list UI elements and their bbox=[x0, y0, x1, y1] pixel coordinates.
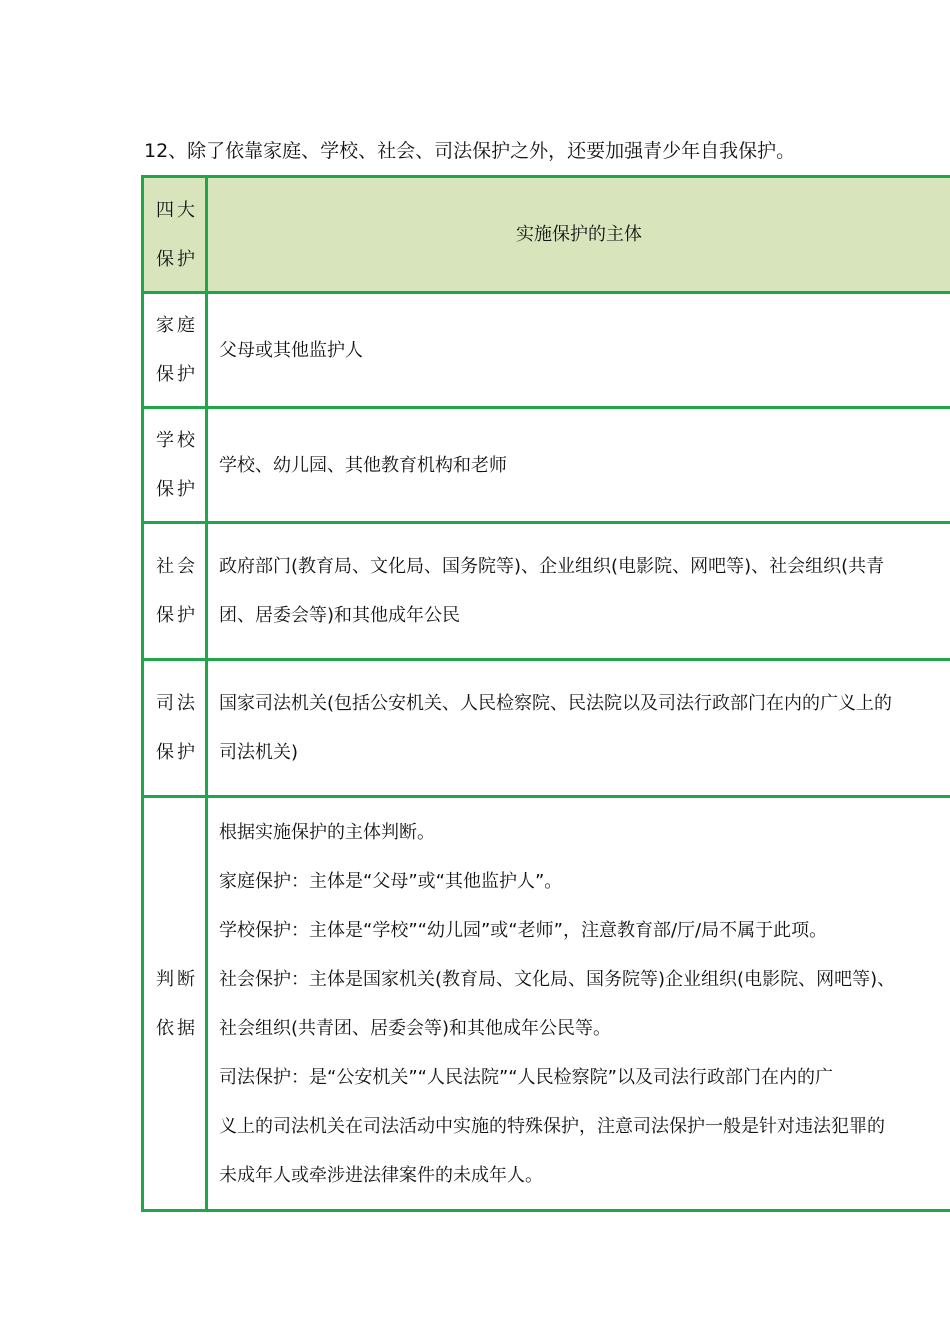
row-content-family bbox=[207, 293, 950, 408]
row-content-line: 司法机关) bbox=[219, 742, 299, 763]
basis-line: 学校保护：主体是“学校”“幼儿园”或“老师”，注意教育部/厅/局不属于此项。 bbox=[219, 919, 828, 941]
row-content-school bbox=[207, 408, 950, 523]
table-row-family bbox=[143, 293, 950, 408]
row-label-line: 保护 bbox=[156, 605, 198, 626]
header-category-line-1: 四大 bbox=[156, 199, 198, 221]
table-header-row bbox=[143, 177, 950, 293]
row-content-line: 父母或其他监护人 bbox=[219, 339, 363, 361]
header-subject-cell: 实施保护的主体 bbox=[207, 177, 950, 293]
row-label-judicial bbox=[143, 660, 207, 797]
row-content-judicial bbox=[207, 660, 950, 797]
basis-line: 社会组织(共青团、居委会等)和其他成年公民等。 bbox=[219, 1017, 612, 1039]
row-content-line: 国家司法机关(包括公安机关、人民检察院、民法院以及司法行政部门在内的广义上的 bbox=[219, 693, 893, 714]
table-row-school bbox=[143, 408, 950, 523]
row-label-line: 家庭 bbox=[156, 315, 198, 336]
basis-line: 家庭保护：主体是“父母”或“其他监护人”。 bbox=[219, 870, 563, 892]
basis-line: 司法保护：是“公安机关”“人民法院”“人民检察院”以及司法行政部门在内的广 bbox=[219, 1066, 833, 1088]
basis-line: 根据实施保护的主体判断。 bbox=[219, 821, 435, 843]
row-label-line: 司法 bbox=[156, 693, 198, 714]
row-label-line: 保护 bbox=[156, 364, 198, 385]
row-content-line: 团、居委会等)和其他成年公民 bbox=[219, 605, 461, 626]
row-label-family bbox=[143, 293, 207, 408]
row-content-line: 学校、幼儿园、其他教育机构和老师 bbox=[219, 454, 507, 476]
row-content-basis bbox=[207, 797, 950, 1211]
basis-line: 社会保护：主体是国家机关(教育局、文化局、国务院等)企业组织(电影院、网吧等)、 bbox=[219, 968, 896, 990]
row-label-basis bbox=[143, 797, 207, 1211]
row-label-line: 保护 bbox=[156, 479, 198, 500]
table-row-judicial bbox=[143, 660, 950, 797]
header-category-line-2: 保护 bbox=[156, 248, 198, 270]
row-label-society bbox=[143, 523, 207, 660]
table-row-society bbox=[143, 523, 950, 660]
row-label-line: 学校 bbox=[156, 430, 198, 451]
header-category-cell bbox=[143, 177, 207, 293]
row-label-line: 判断 bbox=[156, 968, 198, 990]
row-label-school bbox=[143, 408, 207, 523]
basis-line: 未成年人或牵涉进法律案件的未成年人。 bbox=[219, 1164, 543, 1186]
row-label-line: 依据 bbox=[156, 1017, 198, 1039]
row-content-society bbox=[207, 523, 950, 660]
row-content-line: 政府部门(教育局、文化局、国务院等)、企业组织(电影院、网吧等)、社会组织(共青 bbox=[219, 556, 885, 577]
row-label-line: 保护 bbox=[156, 742, 198, 763]
row-label-line: 社会 bbox=[156, 556, 198, 577]
protection-table bbox=[141, 175, 950, 1212]
basis-line: 义上的司法机关在司法活动中实施的特殊保护，注意司法保护一般是针对违法犯罪的 bbox=[219, 1115, 885, 1137]
intro-sentence: 12、除了依靠家庭、学校、社会、司法保护之外，还要加强青少年自我保护。 bbox=[144, 140, 796, 162]
table-row-basis bbox=[143, 797, 950, 1211]
